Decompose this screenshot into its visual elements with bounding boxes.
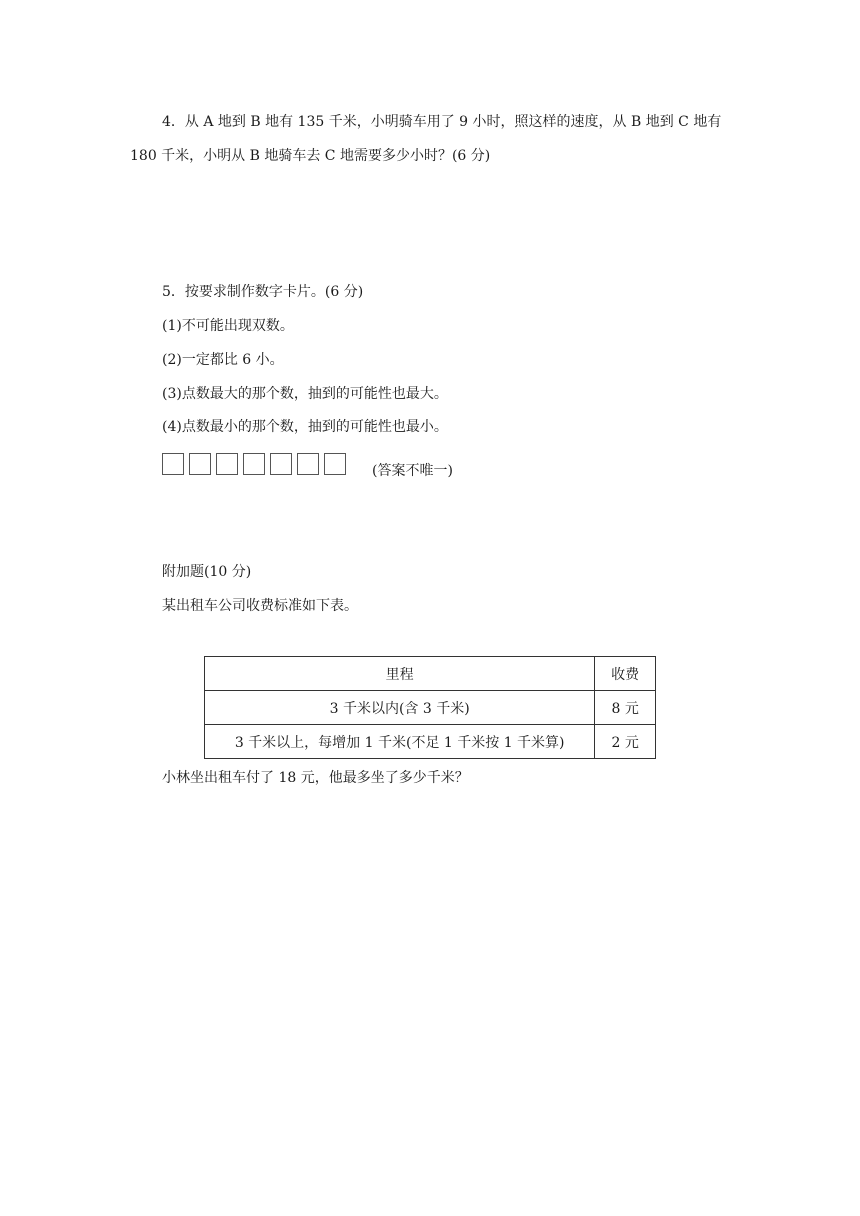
answer-note: (答案不唯一) <box>372 463 453 479</box>
number-card-box <box>297 453 319 475</box>
bonus-title: 附加题(10 分) <box>162 564 252 580</box>
q5-item-3: (3)点数最大的那个数，抽到的可能性也最大。 <box>162 386 448 402</box>
number-card-box <box>243 453 265 475</box>
fee-table <box>204 656 656 759</box>
number-card-box <box>324 453 346 475</box>
q4-line-1: 4．从 A 地到 B 地有 135 千米，小明骑车用了 9 小时，照这样的速度，从 B 地到 C 地有 <box>162 114 722 130</box>
fee-table-cell: 2 元 <box>595 725 656 759</box>
table-row <box>205 725 656 759</box>
fee-table-header-distance: 里程 <box>205 657 595 691</box>
q5-item-2: (2)一定都比 6 小。 <box>162 352 284 368</box>
fee-table-cell: 8 元 <box>595 691 656 725</box>
fee-table-cell: 3 千米以上，每增加 1 千米(不足 1 千米按 1 千米算) <box>205 725 595 759</box>
table-row <box>205 691 656 725</box>
q5-title: 5．按要求制作数字卡片。(6 分) <box>162 284 364 300</box>
number-card-box <box>162 453 184 475</box>
number-card-box <box>270 453 292 475</box>
q4-line-2: 180 千米，小明从 B 地骑车去 C 地需要多少小时？(6 分) <box>130 148 491 164</box>
number-card-box <box>189 453 211 475</box>
fee-table-header-row <box>205 657 656 691</box>
q5-item-1: (1)不可能出现双数。 <box>162 318 294 334</box>
bonus-intro: 某出租车公司收费标准如下表。 <box>162 598 358 614</box>
bonus-question: 小林坐出租车付了 18 元，他最多坐了多少千米？ <box>162 770 469 786</box>
number-card-box <box>216 453 238 475</box>
fee-table-header-fee: 收费 <box>595 657 656 691</box>
fee-table-cell: 3 千米以内(含 3 千米) <box>205 691 595 725</box>
q5-item-4: (4)点数最小的那个数，抽到的可能性也最小。 <box>162 419 448 435</box>
number-card-boxes <box>162 453 346 475</box>
